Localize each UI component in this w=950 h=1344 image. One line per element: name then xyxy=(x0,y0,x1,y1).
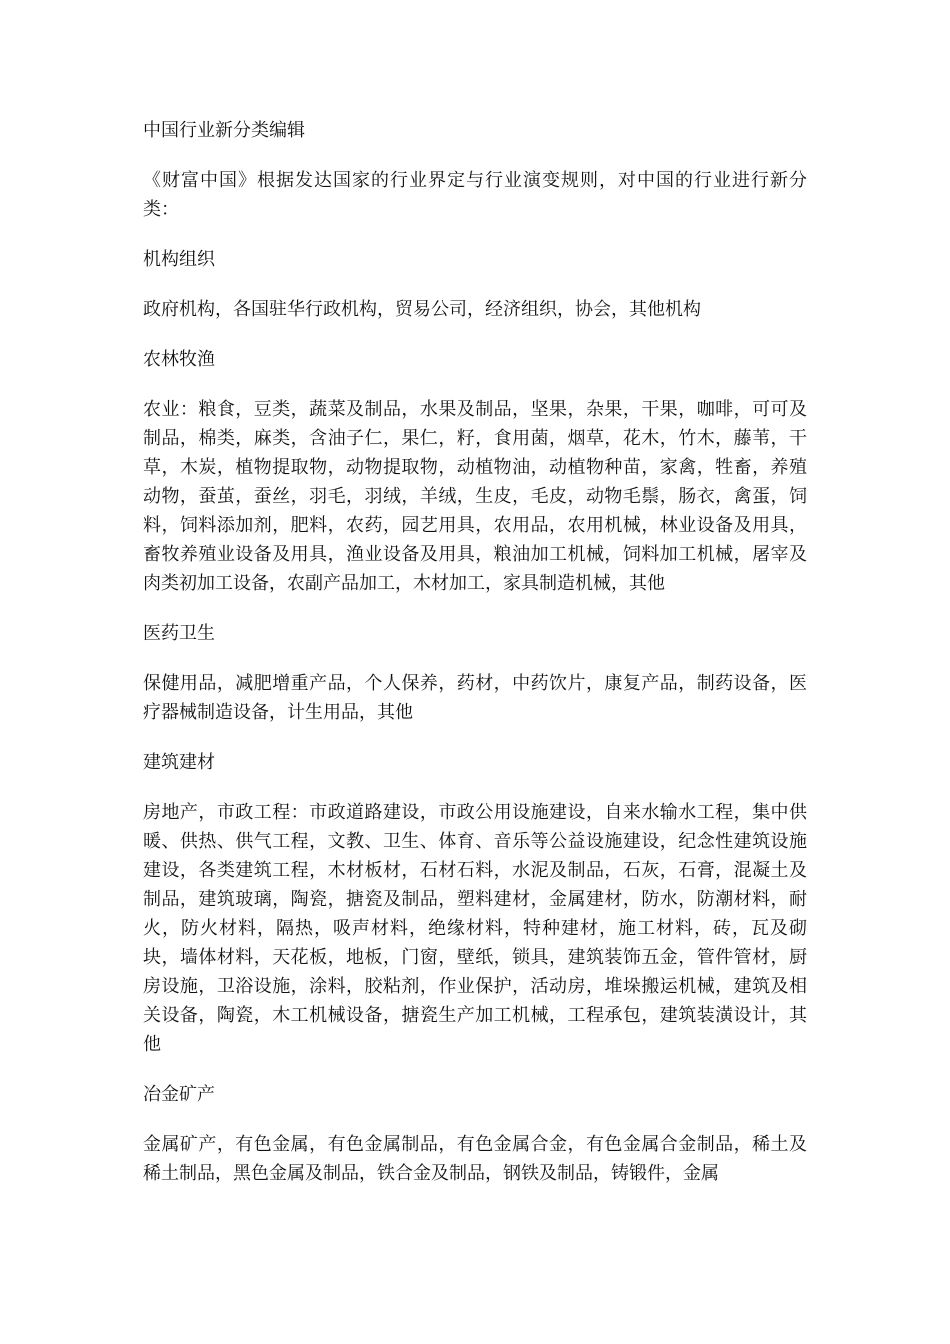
section-body-agriculture: 农业：粮食，豆类，蔬菜及制品，水果及制品，坚果，杂果，干果，咖啡，可可及制品，棉类，麻类，含油子仁，果仁，籽，食用菌，烟草，花木，竹木，藤苇，干草，木炭，植物提取物，动物提取物，动植物油，动植物种苗，家禽，牲畜，养殖动物，蚕茧，蚕丝，羽毛，羽绒，羊绒，生皮，毛皮，动物毛鬃，肠衣，禽蛋，饲料，饲料添加剂，肥料，农药，园艺用具，农用品，农用机械，林业设备及用具，畜牧养殖业设备及用具，渔业设备及用具，粮油加工机械，饲料加工机械，屠宰及肉类初加工设备，农副产品加工，木材加工，家具制造机械，其他 xyxy=(143,399,807,594)
document-content xyxy=(143,116,807,1188)
section-body-metallurgy: 金属矿产，有色金属，有色金属制品，有色金属合金，有色金属合金制品，稀土及稀土制品，黑色金属及制品，铁合金及制品，钢铁及制品，铸锻件，金属 xyxy=(143,1134,807,1184)
section-heading-agriculture: 农林牧渔 xyxy=(143,349,215,370)
section-heading-construction: 建筑建材 xyxy=(143,752,215,773)
section-body-medicine: 保健用品，减肥增重产品，个人保养，药材，中药饮片，康复产品，制药设备，医疗器械制造设备，计生用品，其他 xyxy=(143,673,807,723)
section-body-construction: 房地产，市政工程：市政道路建设，市政公用设施建设，自来水输水工程，集中供暖、供热、供气工程，文教、卫生、体育、音乐等公益设施建设，纪念性建筑设施建设，各类建筑工程，木材板材，石材石料，水泥及制品，石灰，石膏，混凝土及制品，建筑玻璃，陶瓷，搪瓷及制品，塑料建材，金属建材，防水，防潮材料，耐火，防火材料，隔热，吸声材料，绝缘材料，特种建材，施工材料，砖，瓦及砌块，墙体材料，天花板，地板，门窗，壁纸，锁具，建筑装饰五金，管件管材，厨房设施，卫浴设施，涂料，胶粘剂，作业保护，活动房，堆垛搬运机械，建筑及相关设备，陶瓷，木工机械设备，搪瓷生产加工机械，工程承包，建筑装潢设计，其他 xyxy=(143,802,807,1055)
section-body-institutions: 政府机构，各国驻华行政机构，贸易公司，经济组织，协会，其他机构 xyxy=(143,299,701,320)
document-intro: 《财富中国》根据发达国家的行业界定与行业演变规则，对中国的行业进行新分类： xyxy=(143,170,807,220)
section-heading-medicine: 医药卫生 xyxy=(143,623,215,644)
section-heading-institutions: 机构组织 xyxy=(143,249,215,270)
section-heading-metallurgy: 冶金矿产 xyxy=(143,1084,215,1105)
document-title: 中国行业新分类编辑 xyxy=(143,120,305,141)
